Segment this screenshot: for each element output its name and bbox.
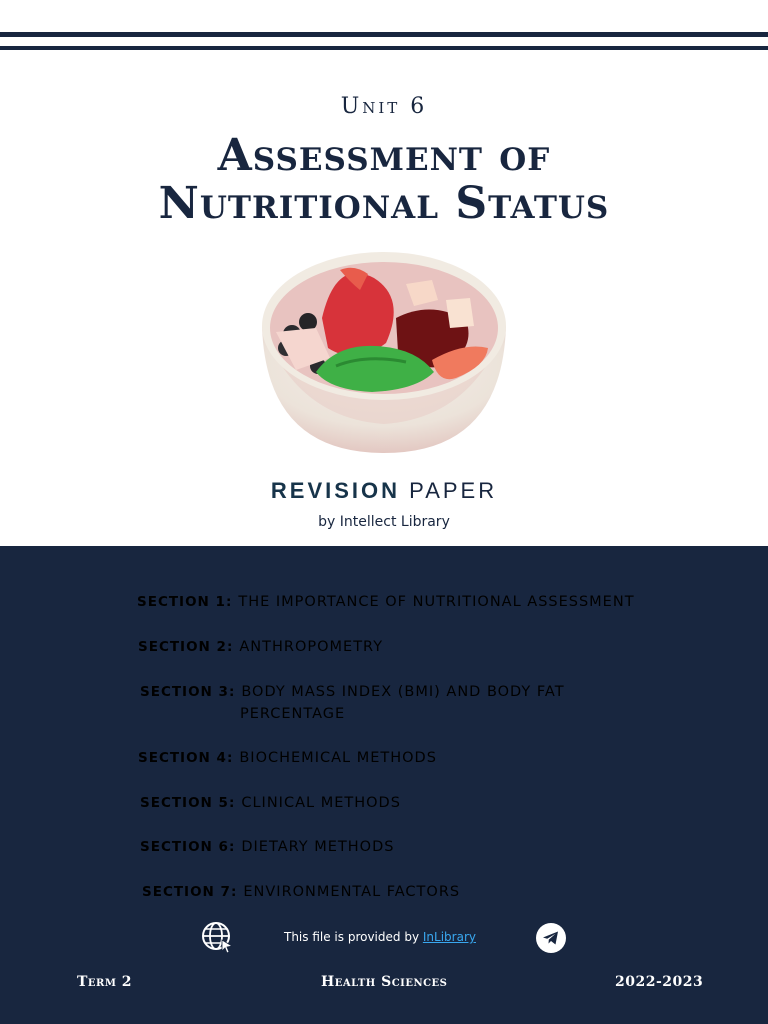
provided-text: This file is provided by	[284, 930, 420, 944]
section-label: SECTION 4:	[138, 750, 234, 766]
section-title-continued: PERCENTAGE	[240, 706, 346, 722]
year-label: 2022-2023	[615, 974, 704, 990]
section-title: THE IMPORTANCE OF NUTRITIONAL ASSESSMENT	[238, 594, 635, 610]
section-title: ENVIRONMENTAL FACTORS	[243, 884, 461, 900]
section-title: CLINICAL METHODS	[241, 795, 401, 811]
subject-label: Health Sciences	[321, 974, 448, 990]
section-item-5	[140, 792, 401, 814]
byline: by Intellect Library	[318, 514, 450, 530]
section-title: BODY MASS INDEX (BMI) AND BODY FAT	[241, 684, 565, 700]
title-line-1: Assessment of	[217, 130, 551, 181]
revision-paper-heading	[0, 478, 768, 504]
section-item-4	[138, 747, 437, 769]
page-title	[0, 132, 768, 228]
salad-bowl-illustration	[256, 248, 512, 458]
section-label: SECTION 2:	[138, 639, 234, 655]
section-item-3	[140, 681, 565, 725]
term-label: Term 2	[77, 974, 133, 990]
section-item-1	[137, 591, 635, 613]
section-item-7	[142, 881, 460, 903]
top-rule-thin	[0, 46, 768, 50]
section-label: SECTION 5:	[140, 795, 236, 811]
globe-icon[interactable]	[200, 920, 234, 954]
telegram-icon[interactable]	[535, 922, 567, 954]
section-title: DIETARY METHODS	[241, 839, 395, 855]
inlibrary-link[interactable]: InLibrary	[422, 930, 476, 944]
section-title: BIOCHEMICAL METHODS	[239, 750, 437, 766]
section-label: SECTION 6:	[140, 839, 236, 855]
section-title: ANTHROPOMETRY	[239, 639, 384, 655]
title-line-2: Nutritional Status	[158, 178, 610, 229]
section-item-2	[138, 636, 383, 658]
sections-panel	[0, 546, 768, 1024]
revision-word: REVISION	[270, 478, 401, 503]
provided-by-note	[284, 930, 476, 944]
top-rule-thick	[0, 32, 768, 37]
section-item-6	[140, 836, 394, 858]
section-label: SECTION 3:	[140, 684, 236, 700]
unit-label: Unit 6	[340, 94, 428, 119]
section-label: SECTION 7:	[142, 884, 238, 900]
section-label: SECTION 1:	[137, 594, 233, 610]
paper-word: PAPER	[409, 478, 498, 503]
